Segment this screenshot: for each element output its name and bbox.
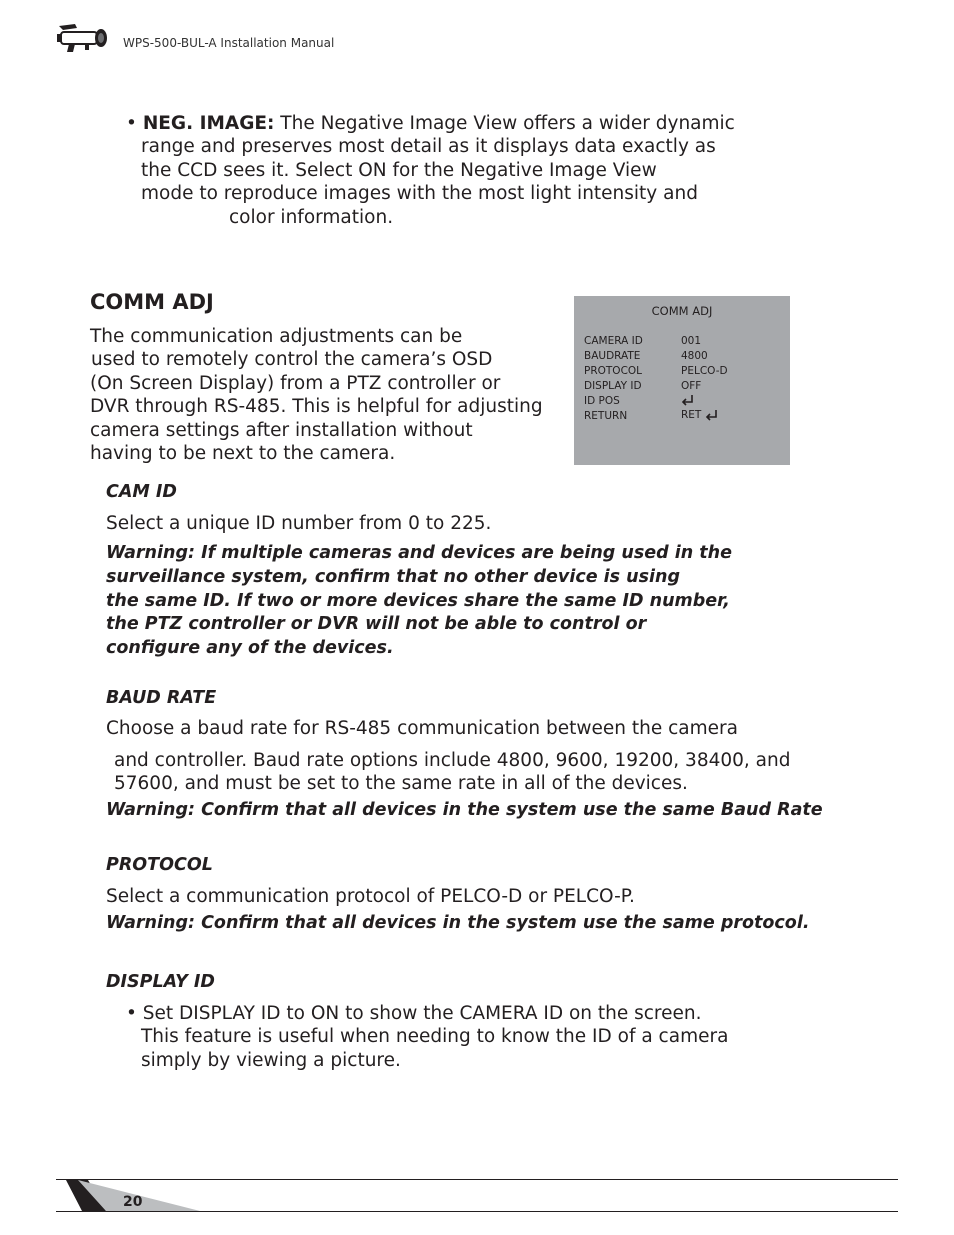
bullet-mark: • (126, 113, 137, 134)
intro-line: The communication adjustments can be (90, 326, 463, 347)
protocol-heading: PROTOCOL (106, 855, 213, 875)
warning-line: the PTZ controller or DVR will not be able to control or (106, 614, 647, 635)
page-number: 20 (123, 1194, 143, 1210)
cam-id-heading: CAM ID (106, 482, 177, 502)
intro-line: used to remotely control the camera’s OSD (91, 349, 493, 371)
osd-label: ID POS (584, 395, 620, 407)
display-id-bullet (126, 1002, 728, 1072)
intro-line: (On Screen Display) from a PTZ controller or (90, 372, 501, 394)
osd-value (681, 409, 719, 421)
warning-line: the same ID. If two or more devices share the same ID number, (106, 590, 730, 611)
warning-line: Warning: If multiple cameras and devices are being used in the (106, 543, 733, 563)
osd-value: OFF (681, 380, 702, 392)
baud-rate-heading: BAUD RATE (106, 688, 217, 708)
neg-image-bullet (126, 112, 735, 229)
protocol-text: Select a communication protocol of PELCO-D or PELCO-P. (106, 886, 635, 907)
display-id-line1: Set DISPLAY ID to ON to show the CAMERA ID on the screen. (136, 1003, 702, 1024)
warning-line: surveillance system, confirm that no other device is using (106, 566, 681, 587)
osd-label: BAUDRATE (584, 350, 641, 362)
neg-image-line3: the CCD sees it. Select ON for the Negative Image View (141, 159, 657, 181)
osd-value: PELCO-D (681, 365, 728, 377)
osd-label: CAMERA ID (584, 335, 643, 347)
osd-value: 4800 (681, 350, 708, 362)
osd-value-text: RET (681, 409, 702, 421)
neg-image-line1: The Negative Image View offers a wider dynamic (274, 113, 735, 134)
protocol-warning: Warning: Confirm that all devices in the system use the same protocol. (106, 913, 810, 933)
return-arrow-icon (705, 409, 719, 421)
intro-paragraph (90, 325, 543, 465)
cam-id-warning (106, 542, 732, 661)
cam-id-text: Select a unique ID number from 0 to 225. (106, 513, 492, 534)
baud-rate-line3: 57600, and must be set to the same rate in all of the devices. (114, 773, 688, 794)
osd-value: 001 (681, 335, 702, 347)
osd-menu-screen (574, 296, 790, 465)
display-id-heading: DISPLAY ID (106, 972, 215, 992)
intro-line: camera settings after installation without (90, 419, 473, 441)
osd-label: DISPLAY ID (584, 380, 642, 392)
display-id-line2: This feature is useful when needing to know the ID of a camera (141, 1026, 729, 1048)
baud-rate-line1: Choose a baud rate for RS-485 communication between the camera (106, 718, 738, 739)
baud-rate-warning: Warning: Confirm that all devices in the system use the same Baud Rate (106, 800, 823, 820)
return-arrow-icon (681, 394, 695, 406)
baud-rate-line2: and controller. Baud rate options include 4800, 9600, 19200, 38400, and (114, 750, 791, 771)
intro-line: having to be next to the camera. (90, 443, 396, 465)
display-id-line3: simply by viewing a picture. (141, 1049, 401, 1071)
warning-line: configure any of the devices. (106, 638, 394, 659)
osd-label: RETURN (584, 410, 628, 422)
section-heading: COMM ADJ (90, 290, 214, 314)
bullet-mark: • (126, 1003, 137, 1024)
osd-label: PROTOCOL (584, 365, 643, 377)
osd-title: COMM ADJ (651, 304, 713, 318)
neg-image-line4: mode to reproduce images with the most light intensity and (141, 183, 698, 205)
neg-image-line2: range and preserves most detail as it displays data exactly as (141, 136, 716, 158)
intro-line: DVR through RS-485. This is helpful for adjusting (90, 396, 543, 418)
osd-value (681, 394, 695, 406)
header-title: WPS-500-BUL-A Installation Manual (123, 36, 335, 50)
security-camera-icon (55, 22, 111, 54)
neg-image-label: NEG. IMAGE: (142, 113, 275, 134)
neg-image-line5: color information. (229, 206, 394, 228)
